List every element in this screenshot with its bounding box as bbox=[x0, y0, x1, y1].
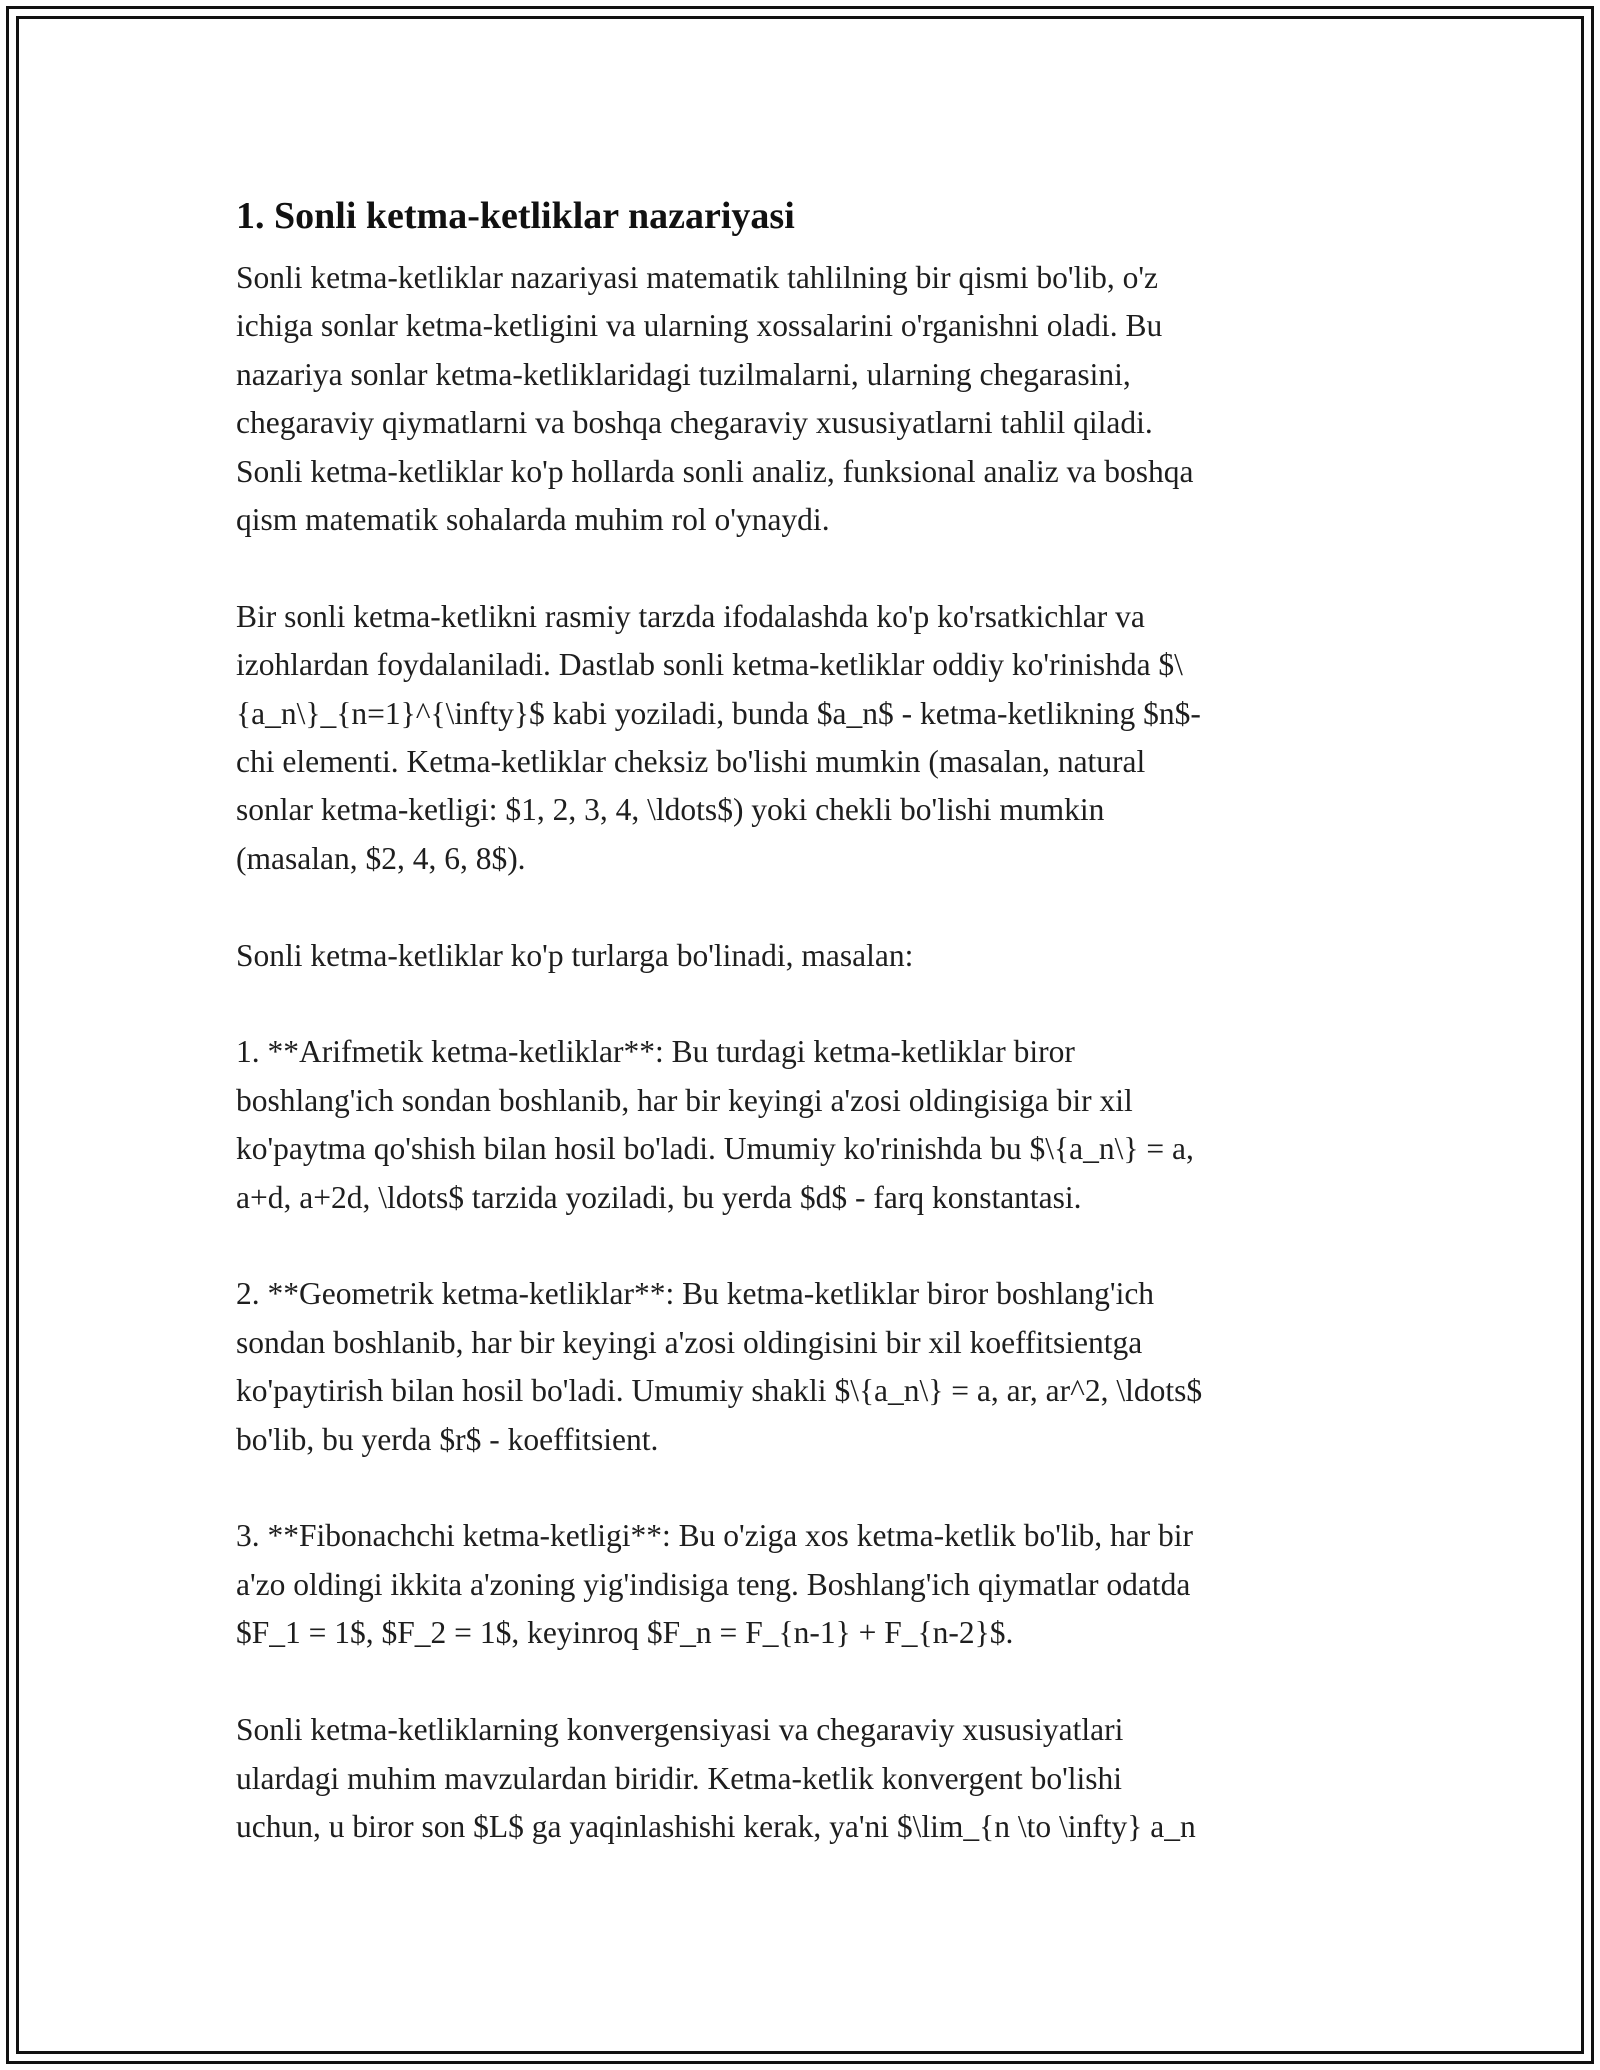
paragraph-convergence bbox=[236, 1706, 1376, 1851]
paragraph-notation bbox=[236, 593, 1376, 883]
text-line: ichiga sonlar ketma-ketligini va ularning xossalarini o'rganishni oladi. Bu bbox=[236, 308, 1163, 344]
text-line: ko'paytma qo'shish bilan hosil bo'ladi. Umumiy ko'rinishda bu $\{a_n\} = a, bbox=[236, 1131, 1194, 1167]
text-line: (masalan, $2, 4, 6, 8$). bbox=[236, 840, 526, 876]
text-line: Bir sonli ketma-ketlikni rasmiy tarzda ifodalashda ko'p ko'rsatkichlar va bbox=[236, 598, 1145, 634]
paragraph-intro bbox=[236, 254, 1376, 544]
text-line: 3. **Fibonachchi ketma-ketligi**: Bu o'ziga xos ketma-ketlik bo'lib, har bir bbox=[236, 1518, 1194, 1554]
text-line: boshlang'ich sondan boshlanib, har bir keyingi a'zosi oldingisiga bir xil bbox=[236, 1082, 1133, 1118]
text-line: {a_n\}_{n=1}^{\infty}$ kabi yoziladi, bunda $a_n$ - ketma-ketlikning $n$- bbox=[236, 695, 1201, 731]
text-line: Sonli ketma-ketliklar ko'p turlarga bo'linadi, masalan: bbox=[236, 937, 914, 973]
text-line: chegaraviy qiymatlarni va boshqa chegaraviy xususiyatlarni tahlil qiladi. bbox=[236, 405, 1153, 441]
text-line: 1. **Arifmetik ketma-ketliklar**: Bu turdagi ketma-ketliklar biror bbox=[236, 1034, 1075, 1070]
text-line: Sonli ketma-ketliklar nazariyasi matematik tahlilning bir qismi bo'lib, o'z bbox=[236, 260, 1159, 295]
text-line: 2. **Geometrik ketma-ketliklar**: Bu ketma-ketliklar biror boshlang'ich bbox=[236, 1276, 1155, 1312]
text-line: izohlardan foydalaniladi. Dastlab sonli ketma-ketliklar oddiy ko'rinishda $\ bbox=[236, 647, 1183, 683]
text-line: a'zo oldingi ikkita a'zoning yig'indisiga teng. Boshlang'ich qiymatlar odatda bbox=[236, 1566, 1191, 1602]
text-line: qism matematik sohalarda muhim rol o'ynaydi. bbox=[236, 502, 830, 538]
text-line: a+d, a+2d, \ldots$ tarzida yoziladi, bu yerda $d$ - farq konstantasi. bbox=[236, 1179, 1082, 1215]
document-body bbox=[236, 188, 1376, 1900]
text-line: bo'lib, bu yerda $r$ - koeffitsient. bbox=[236, 1421, 659, 1457]
text-line: ko'paytirish bilan hosil bo'ladi. Umumiy shakli $\{a_n\} = a, ar, ar^2, \ldots$ bbox=[236, 1373, 1203, 1409]
text-line: uchun, u biror son $L$ ga yaqinlashishi kerak, ya'ni $\lim_{n \to \infty} a_n bbox=[236, 1808, 1196, 1844]
text-line: nazariya sonlar ketma-ketliklaridagi tuzilmalarni, ularning chegarasini, bbox=[236, 356, 1131, 392]
list-item-fibonacci bbox=[236, 1512, 1376, 1657]
text-line: sonlar ketma-ketligi: $1, 2, 3, 4, \ldots$) yoki chekli bo'lishi mumkin bbox=[236, 792, 1105, 828]
list-item-arithmetic bbox=[236, 1028, 1376, 1222]
text-line: Sonli ketma-ketliklarning konvergensiyasi va chegaraviy xususiyatlari bbox=[236, 1712, 1124, 1748]
text-line: Sonli ketma-ketliklar ko'p hollarda sonli analiz, funksional analiz va boshqa bbox=[236, 453, 1194, 489]
text-line: sondan boshlanib, har bir keyingi a'zosi oldingisini bir xil koeffitsientga bbox=[236, 1324, 1143, 1360]
text-line: $F_1 = 1$, $F_2 = 1$, keyinroq $F_n = F_{n-1} + F_{n-2}$. bbox=[236, 1615, 1014, 1651]
text-line: chi elementi. Ketma-ketliklar cheksiz bo'lishi mumkin (masalan, natural bbox=[236, 744, 1146, 780]
list-item-geometric bbox=[236, 1270, 1376, 1464]
paragraph-types-intro bbox=[236, 932, 1376, 980]
text-line: ulardagi muhim mavzulardan biridir. Ketma-ketlik konvergent bo'lishi bbox=[236, 1760, 1123, 1796]
section-heading: 1. Sonli ketma-ketliklar nazariyasi bbox=[236, 195, 795, 237]
